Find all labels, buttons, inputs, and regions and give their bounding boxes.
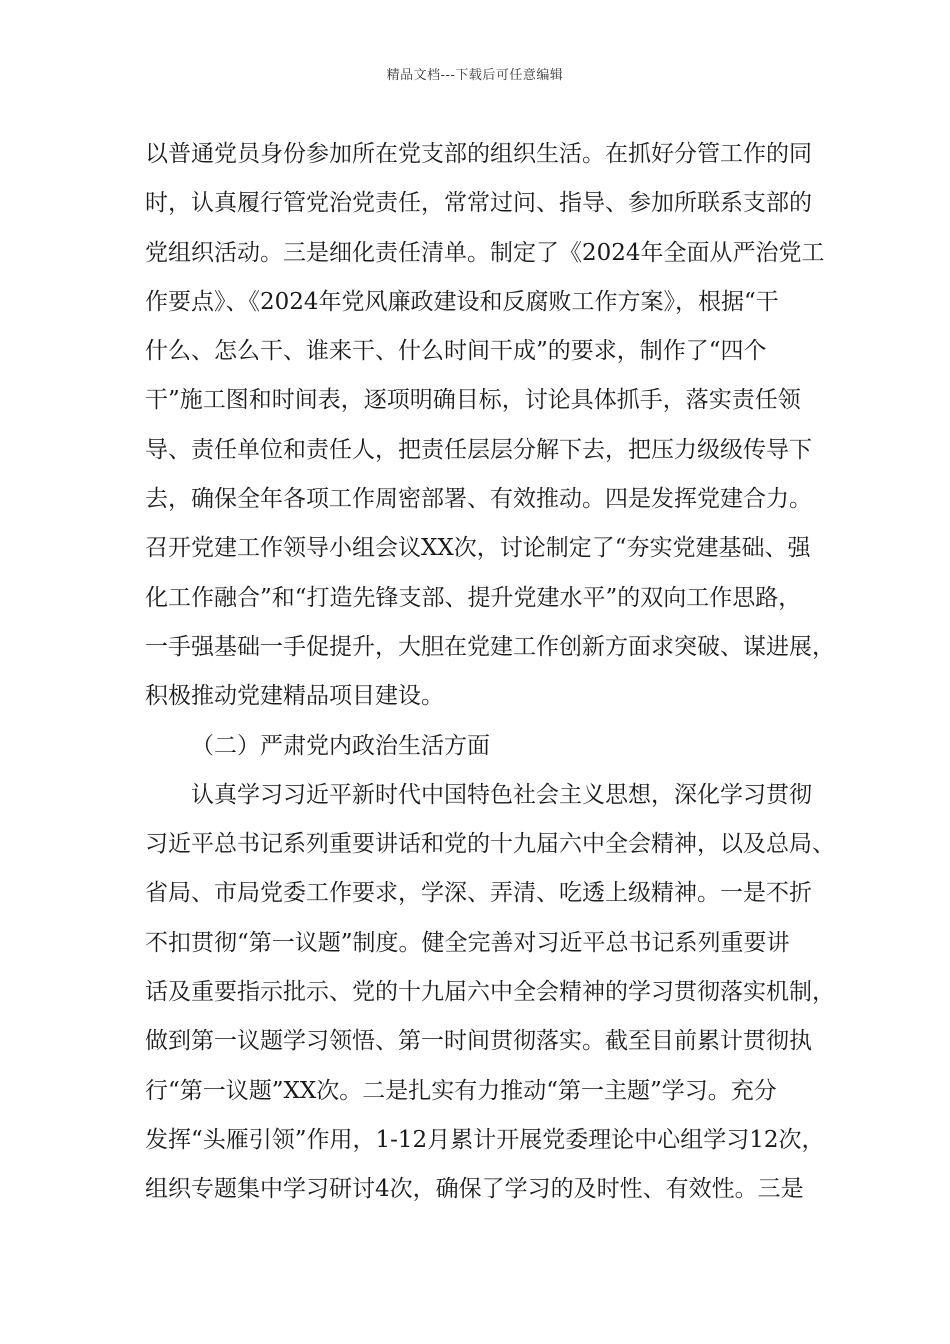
document-body (145, 130, 835, 1215)
text-line: 组织专题集中学习研讨4次，确保了学习的及时性、有效性。三是 (145, 1176, 804, 1203)
text-line: 去，确保全年各项工作周密部署、有效推动。四是发挥党建合力。 (145, 486, 812, 513)
text-line: 发挥“头雁引领”作用，1-12月累计开展党委理论中心组学习12次， (145, 1126, 825, 1153)
text-line: 干”施工图和时间表，逐项明确目标，讨论具体抓手，落实责任领 (145, 387, 801, 414)
text-line: 省局、市局党委工作要求，学深、弄清、吃透上级精神。一是不折 (145, 880, 812, 907)
text-line: 积极推动党建精品项目建设。 (145, 683, 444, 710)
text-line: 做到第一议题学习领悟、第一时间贯彻落实。截至目前累计贯彻执 (145, 1028, 812, 1055)
text-line: 导、责任单位和责任人，把责任层层分解下去，把压力级级传导下 (145, 436, 812, 463)
paragraph-first-line: 认真学习习近平新时代中国特色社会主义思想，深化学习贯彻 (191, 781, 812, 808)
text-line: 一手强基础一手促提升，大胆在党建工作创新方面求突破、谋进展， (145, 633, 835, 660)
text-line: 什么、怎么干、谁来干、什么时间干成”的要求，制作了“四个 (145, 338, 767, 365)
section-heading: （二）严肃党内政治生活方面 (191, 732, 490, 759)
text-line: 以普通党员身份参加所在党支部的组织生活。在抓好分管工作的同 (145, 141, 812, 167)
text-line: 化工作融合”和“打造先锋支部、提升党建水平”的双向工作思路， (145, 584, 802, 611)
text-line: 党组织活动。三是细化责任清单。制定了《2024年全面从严治党工 (145, 239, 825, 266)
text-line: 话及重要指示批示、党的十九届六中全会精神的学习贯彻落实机制， (145, 979, 835, 1006)
page-header: 精品文档---下载后可任意编辑 (386, 68, 564, 83)
text-line: 行“第一议题”XX次。二是扎实有力推动“第一主题”学习。充分 (145, 1077, 777, 1104)
text-line: 时，认真履行管党治党责任，常常过问、指导、参加所联系支部的 (145, 190, 812, 217)
text-line: 不扣贯彻“第一议题”制度。健全完善对习近平总书记系列重要讲 (145, 929, 790, 956)
text-line: 习近平总书记系列重要讲话和党的十九届六中全会精神，以及总局、 (145, 831, 835, 858)
text-line: 召开党建工作领导小组会议XX次，讨论制定了“夯实党建基础、强 (145, 535, 811, 562)
text-line: 作要点》、《2024年党风廉政建设和反腐败工作方案》，根据“干 (145, 288, 779, 315)
